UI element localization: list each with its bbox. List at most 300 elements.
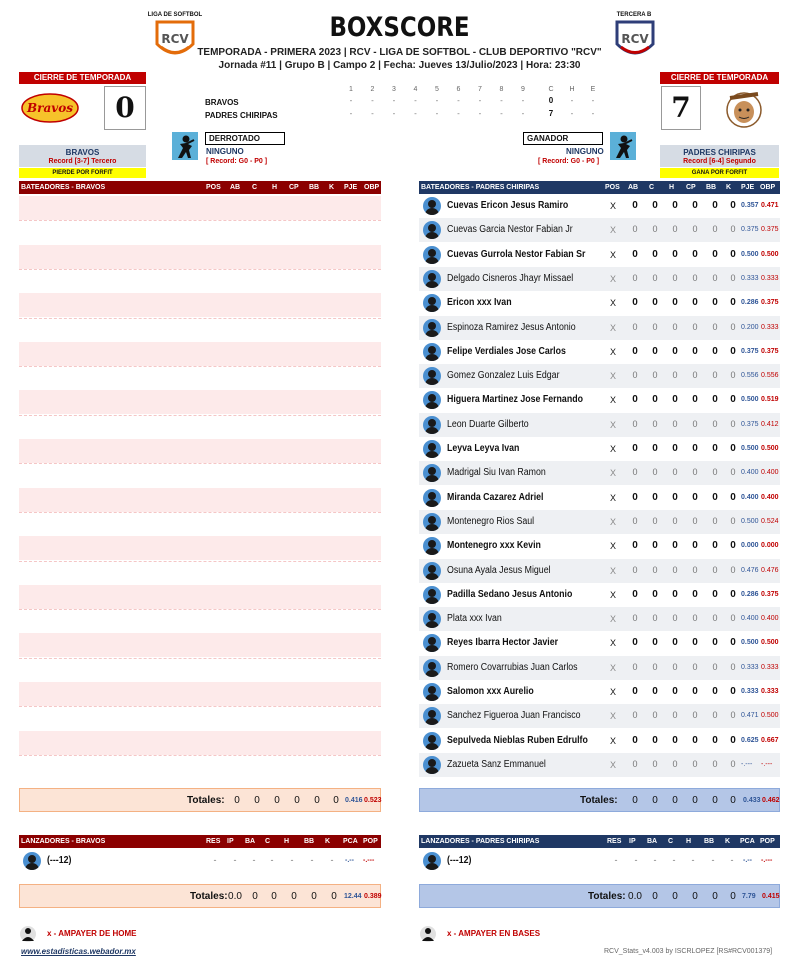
player-avatar-icon [423, 489, 441, 507]
pitching-left-row [19, 849, 381, 873]
player-position: X [609, 492, 616, 503]
player-obp: 0.333 [761, 323, 779, 331]
table-row [19, 220, 381, 244]
col-k: K [329, 184, 335, 191]
player-row[interactable] [419, 486, 780, 510]
player-obp: 0.476 [761, 566, 779, 574]
player-obp: 0.500 [761, 712, 779, 720]
col-pop: POP [760, 838, 775, 845]
table-row [19, 390, 381, 414]
player-pje: 0.333 [741, 274, 759, 282]
total-value: 0.0 [628, 891, 642, 902]
game-details: Jornada #11 | Grupo B | Campo 2 | Fecha: Jueves 13/Julio/2023 | Hora: 23:30 [218, 60, 581, 71]
inning-header: E [590, 86, 596, 93]
stat-cell: 0 [712, 224, 718, 235]
table-row [19, 245, 381, 269]
player-avatar-icon [423, 270, 441, 288]
stat-cell: 0 [652, 564, 658, 575]
stat-cell: 0 [712, 710, 718, 721]
stat-cell: 0 [672, 637, 678, 649]
table-row [19, 585, 381, 609]
stat-cell: 0 [712, 272, 718, 283]
stat-cell: 0 [730, 321, 736, 332]
stat-cell: 0 [632, 467, 638, 478]
stat-cell: 0 [672, 224, 678, 235]
svg-text:Bravos: Bravos [27, 101, 73, 115]
inning-score: - [392, 96, 396, 105]
website-link[interactable]: www.estadisticas.webador.mx [21, 947, 136, 956]
player-row[interactable] [419, 559, 780, 583]
line-total: - [570, 109, 574, 118]
player-position: X [609, 759, 616, 770]
page-title: BOXSCORE [329, 12, 470, 43]
player-row[interactable] [419, 631, 780, 655]
total-value: 0 [254, 795, 260, 806]
player-name: Felipe Verdiales Jose Carlos [447, 345, 566, 357]
stat-cell: 0 [652, 297, 658, 309]
player-row[interactable] [419, 729, 780, 753]
stat-cell: 0 [730, 710, 736, 721]
col-cp: CP [686, 184, 696, 191]
col-ip: IP [227, 838, 234, 845]
stat-cell: 0 [712, 345, 718, 357]
stat-cell: 0 [632, 734, 638, 746]
col-cp: CP [289, 184, 299, 191]
player-row[interactable] [419, 267, 780, 291]
total-value: 0 [672, 795, 678, 806]
player-row[interactable] [419, 607, 780, 631]
stat-cell: 0 [652, 200, 658, 211]
total-value: 0 [712, 891, 718, 902]
stat-cell: 0 [712, 515, 718, 526]
inning-header: 9 [521, 86, 525, 93]
col-pos: POS [605, 184, 620, 191]
inning-header: 1 [349, 86, 353, 93]
player-obp: 0.556 [761, 372, 779, 380]
stat-cell: 0 [632, 588, 638, 600]
total-obp: 0.462 [762, 797, 780, 804]
stat-cell: 0 [712, 661, 718, 672]
player-avatar-icon [423, 464, 441, 482]
stat-cell: 0 [632, 224, 638, 235]
line-total: - [591, 109, 595, 118]
left-score: 0 [104, 86, 146, 130]
table-row [19, 415, 381, 439]
player-pje: 0.333 [741, 688, 759, 695]
totals-label: Totales: [580, 795, 618, 806]
stat-cell: 0 [712, 491, 718, 503]
table-row [19, 536, 381, 560]
svg-text:RCV: RCV [621, 32, 649, 46]
player-name: Romero Covarrubias Juan Carlos [447, 661, 578, 673]
player-obp: 0.333 [761, 688, 779, 695]
stat-cell: 0 [652, 418, 658, 429]
col-res: RES [206, 838, 221, 845]
stat-cell: 0 [652, 394, 658, 406]
player-position: X [609, 638, 616, 649]
table-row [19, 512, 381, 536]
player-pje: 0.000 [741, 542, 759, 550]
inning-header: 2 [370, 86, 375, 93]
stat-cell: 0 [652, 443, 658, 454]
player-name: Cuevas Gurrola Nestor Fabian Sr [447, 248, 586, 260]
stat-cell: 0 [730, 272, 736, 283]
inning-score: - [478, 96, 482, 105]
stat-pop: -.--- [761, 857, 773, 864]
player-name: Gomez Gonzalez Luis Edgar [447, 370, 560, 382]
stat-cell: 0 [652, 467, 658, 478]
player-avatar-icon [423, 610, 441, 628]
stat-cell: 0 [712, 588, 718, 600]
col-c: C [252, 184, 258, 191]
player-avatar-icon [423, 391, 441, 409]
stat-cell: 0 [652, 491, 658, 503]
inning-score: - [349, 96, 353, 105]
table-row [19, 463, 381, 487]
total-value: 0 [314, 795, 320, 806]
player-position: X [609, 662, 616, 673]
player-avatar-icon [423, 732, 441, 750]
player-name: Sanchez Figueroa Juan Francisco [447, 710, 581, 722]
inning-score: - [457, 109, 460, 118]
stat-cell: 0 [672, 515, 678, 526]
stat-cell: 0 [712, 613, 718, 624]
inning-header: 4 [413, 86, 418, 93]
left-team-name: BRAVOS [65, 148, 100, 157]
left-league-label: LIGA DE SOFTBOL [147, 12, 203, 18]
player-row[interactable] [419, 243, 780, 267]
player-avatar-icon [423, 659, 441, 677]
player-name: Sepulveda Nieblas Ruben Edrulfo [447, 734, 588, 746]
stat-cell: 0 [692, 297, 698, 309]
stat-cell: 0 [692, 467, 698, 478]
right-team-name: PADRES CHIRIPAS [683, 148, 756, 157]
stat-cell: - [691, 855, 695, 865]
stat-cell: 0 [672, 734, 678, 746]
pitching-left-header [19, 835, 381, 848]
col-res: RES [607, 838, 622, 845]
table-row [19, 731, 381, 755]
padres-logo [718, 86, 770, 130]
player-pje: -.--- [741, 760, 753, 768]
col-h: H [686, 838, 692, 845]
inning-header: 6 [456, 86, 461, 93]
player-row[interactable] [419, 656, 780, 680]
stat-cell: 0 [652, 515, 658, 526]
stat-cell: 0 [672, 321, 678, 332]
table-row [19, 706, 381, 730]
stat-cell: 0 [730, 248, 736, 260]
player-pje: 0.500 [741, 639, 759, 647]
left-pitcher-record: [ Record: G0 - P0 ] [206, 158, 268, 165]
stat-cell: 0 [632, 613, 638, 624]
player-row[interactable] [419, 680, 780, 704]
stat-cell: 0 [730, 637, 736, 649]
total-pop: 0.415 [762, 893, 780, 900]
stat-cell: - [653, 855, 657, 865]
stat-cell: 0 [692, 272, 698, 283]
stat-cell: 0 [692, 710, 698, 721]
inning-header: 5 [435, 86, 439, 93]
base-umpire: x - AMPAYER EN BASES [447, 929, 541, 938]
player-obp: 0.500 [761, 445, 779, 452]
player-obp: 0.471 [761, 202, 779, 209]
linescore-team-padres: PADRES CHIRIPAS [205, 111, 278, 120]
player-row[interactable] [419, 413, 780, 437]
col-h: H [272, 184, 278, 191]
total-value: 0 [692, 795, 698, 806]
stat-pca: -.-- [345, 857, 354, 864]
player-position: X [609, 614, 616, 625]
stat-cell: 0 [712, 394, 718, 406]
stat-cell: 0 [712, 686, 718, 697]
player-obp: 0.400 [761, 615, 779, 623]
col-ba: BA [245, 838, 256, 845]
player-position: X [609, 711, 616, 722]
stat-cell: 0 [672, 467, 678, 478]
stat-cell: - [672, 855, 676, 865]
stat-cell: 0 [652, 758, 658, 769]
table-row [19, 609, 381, 633]
player-avatar-icon [423, 294, 441, 312]
player-row[interactable] [419, 194, 780, 218]
stat-cell: 0 [652, 272, 658, 283]
stat-cell: 0 [672, 200, 678, 211]
player-name: Leon Duarte Gilberto [447, 418, 529, 430]
stat-cell: 0 [632, 297, 638, 309]
inning-score: - [435, 109, 439, 118]
stat-cell: 0 [712, 370, 718, 381]
player-row[interactable] [419, 364, 780, 388]
player-row[interactable] [419, 510, 780, 534]
inning-score: - [521, 109, 525, 118]
batting-left-title: BATEADORES - BRAVOS [21, 184, 106, 191]
inning-score: - [392, 109, 396, 118]
table-row [19, 633, 381, 657]
player-obp: 0.000 [761, 542, 779, 550]
stat-cell: 0 [632, 661, 638, 672]
table-row [19, 269, 381, 293]
col-k: K [726, 184, 732, 191]
player-obp: 0.375 [761, 299, 779, 307]
stat-cell: 0 [692, 661, 698, 672]
total-pje: 0.416 [345, 797, 363, 804]
stat-cell: 0 [692, 637, 698, 649]
pitcher-name: (---12) [447, 855, 472, 866]
stat-cell: 0 [692, 394, 698, 406]
stat-cell: 0 [712, 734, 718, 746]
stat-cell: 0 [652, 588, 658, 600]
player-row[interactable] [419, 534, 780, 558]
total-value: 0 [234, 795, 240, 806]
stat-cell: 0 [632, 345, 638, 357]
stat-cell: 0 [632, 637, 638, 649]
player-pje: 0.500 [741, 250, 759, 258]
player-avatar-icon [423, 852, 441, 870]
total-value: 0 [632, 795, 638, 806]
stat-cell: 0 [730, 613, 736, 624]
player-avatar-icon [23, 852, 41, 870]
stat-cell: 0 [672, 491, 678, 503]
player-avatar-icon [423, 343, 441, 361]
stat-cell: 0 [632, 443, 638, 454]
player-position: X [609, 371, 616, 382]
player-row[interactable] [419, 291, 780, 315]
total-value: 0.0 [228, 891, 242, 902]
player-position: X [609, 541, 616, 552]
inning-score: - [457, 96, 460, 105]
stat-cell: 0 [692, 515, 698, 526]
stat-cell: 0 [730, 297, 736, 309]
stat-cell: 0 [632, 200, 638, 211]
stat-cell: 0 [632, 272, 638, 283]
inning-score: - [500, 96, 503, 105]
stat-cell: 0 [632, 394, 638, 406]
player-name: Cuevas Garcia Nestor Fabian Jr [447, 224, 573, 236]
player-position: X [609, 201, 616, 211]
col-ab: AB [230, 184, 241, 191]
stat-cell: 0 [712, 758, 718, 769]
stat-cell: 0 [692, 443, 698, 454]
table-row [19, 366, 381, 390]
runs-total: 7 [548, 109, 554, 118]
player-row[interactable] [419, 218, 780, 242]
right-team-record: Record [6-4] Segundo [683, 158, 756, 165]
stat-cell: 0 [730, 564, 736, 575]
player-avatar-icon [423, 197, 441, 215]
col-pos: POS [206, 184, 221, 191]
player-pje: 0.286 [741, 299, 759, 307]
stat-cell: - [233, 855, 237, 865]
player-position: X [609, 565, 616, 576]
pitching-right-title: LANZADORES - PADRES CHIRIPAS [421, 838, 540, 845]
player-name: Higuera Martinez Jose Fernando [447, 394, 583, 406]
player-row[interactable] [419, 437, 780, 461]
player-pje: 0.400 [741, 469, 759, 477]
inning-header: 7 [478, 86, 482, 93]
col-c: C [668, 838, 674, 845]
player-row[interactable] [419, 340, 780, 364]
player-obp: 0.400 [761, 493, 779, 501]
player-avatar-icon [423, 634, 441, 652]
table-row [19, 682, 381, 706]
player-row[interactable] [419, 753, 780, 777]
player-position: X [609, 225, 616, 236]
stat-cell: 0 [692, 224, 698, 235]
player-position: X [609, 589, 616, 600]
player-pje: 0.375 [741, 347, 759, 355]
inning-score: - [414, 109, 417, 118]
stat-cell: 0 [730, 345, 736, 357]
player-obp: 0.333 [761, 663, 779, 671]
stat-cell: 0 [692, 418, 698, 429]
inning-score: - [500, 109, 503, 118]
player-row[interactable] [419, 583, 780, 607]
stat-cell: 0 [730, 443, 736, 454]
player-avatar-icon [423, 537, 441, 555]
stat-cell: 0 [692, 321, 698, 332]
stat-cell: 0 [730, 224, 736, 235]
stat-cell: 0 [730, 540, 736, 552]
player-position: X [609, 687, 616, 697]
total-value: 0 [712, 795, 718, 806]
base-umpire-icon [419, 925, 437, 943]
col-bb: BB [704, 838, 715, 845]
player-obp: 0.519 [761, 396, 779, 404]
total-value: 0 [730, 891, 736, 902]
stat-cell: 0 [652, 686, 658, 697]
stat-cell: 0 [672, 345, 678, 357]
table-row [19, 439, 381, 463]
stat-cell: 0 [672, 710, 678, 721]
season-subtitle: TEMPORADA - PRIMERA 2023 | RCV - LIGA DE SOFTBOL - CLUB DEPORTIVO "RCV" [197, 47, 602, 58]
totals-label: Totales: [588, 891, 626, 902]
player-pje: 0.500 [741, 396, 759, 404]
player-avatar-icon [423, 683, 441, 701]
total-value: 0 [252, 891, 258, 902]
player-name: Madrigal Siu Ivan Ramon [447, 467, 546, 479]
player-row[interactable] [419, 316, 780, 340]
stat-cell: 0 [632, 710, 638, 721]
linescore-team-bravos: BRAVOS [205, 98, 239, 107]
player-position: X [609, 395, 616, 406]
col-pca: PCA [343, 838, 358, 845]
player-position: X [609, 468, 616, 479]
total-pca: 7.79 [742, 893, 756, 900]
player-name: Leyva Leyva Ivan [447, 443, 520, 454]
player-row[interactable] [419, 388, 780, 412]
player-avatar-icon [423, 586, 441, 604]
stat-cell: 0 [712, 564, 718, 575]
player-pje: 0.476 [741, 566, 759, 574]
col-h: H [669, 184, 675, 191]
player-avatar-icon [423, 440, 441, 458]
player-name: Cuevas Ericon Jesus Ramiro [447, 200, 569, 211]
stat-cell: - [711, 855, 715, 865]
stat-cell: - [270, 855, 274, 865]
stat-cell: 0 [692, 686, 698, 697]
stat-cell: 0 [672, 613, 678, 624]
stat-cell: 0 [652, 248, 658, 260]
stat-cell: 0 [692, 613, 698, 624]
svg-text:RCV: RCV [161, 32, 189, 46]
left-status: DERROTADO [205, 132, 285, 145]
player-row[interactable] [419, 461, 780, 485]
total-value: 0 [311, 891, 317, 902]
right-pitcher-name: NINGUNO [566, 147, 604, 156]
left-pitcher-icon [172, 132, 198, 160]
player-pje: 0.286 [741, 590, 759, 598]
player-pje: 0.400 [741, 493, 759, 501]
stat-cell: 0 [712, 297, 718, 309]
stat-cell: 0 [692, 200, 698, 211]
stat-cell: 0 [672, 297, 678, 309]
player-obp: 0.400 [761, 469, 779, 477]
stat-cell: 0 [672, 272, 678, 283]
player-name: Padilla Sedano Jesus Antonio [447, 588, 573, 600]
runs-total: 0 [548, 96, 554, 105]
stat-cell: 0 [692, 248, 698, 260]
stat-cell: 0 [632, 321, 638, 332]
total-value: 0 [333, 795, 339, 806]
totals-label: Totales: [190, 891, 228, 902]
player-row[interactable] [419, 704, 780, 728]
player-position: X [609, 249, 616, 260]
table-row [19, 318, 381, 342]
player-position: X [609, 516, 616, 527]
stat-cell: 0 [730, 467, 736, 478]
total-pje: 0.433 [743, 797, 761, 804]
